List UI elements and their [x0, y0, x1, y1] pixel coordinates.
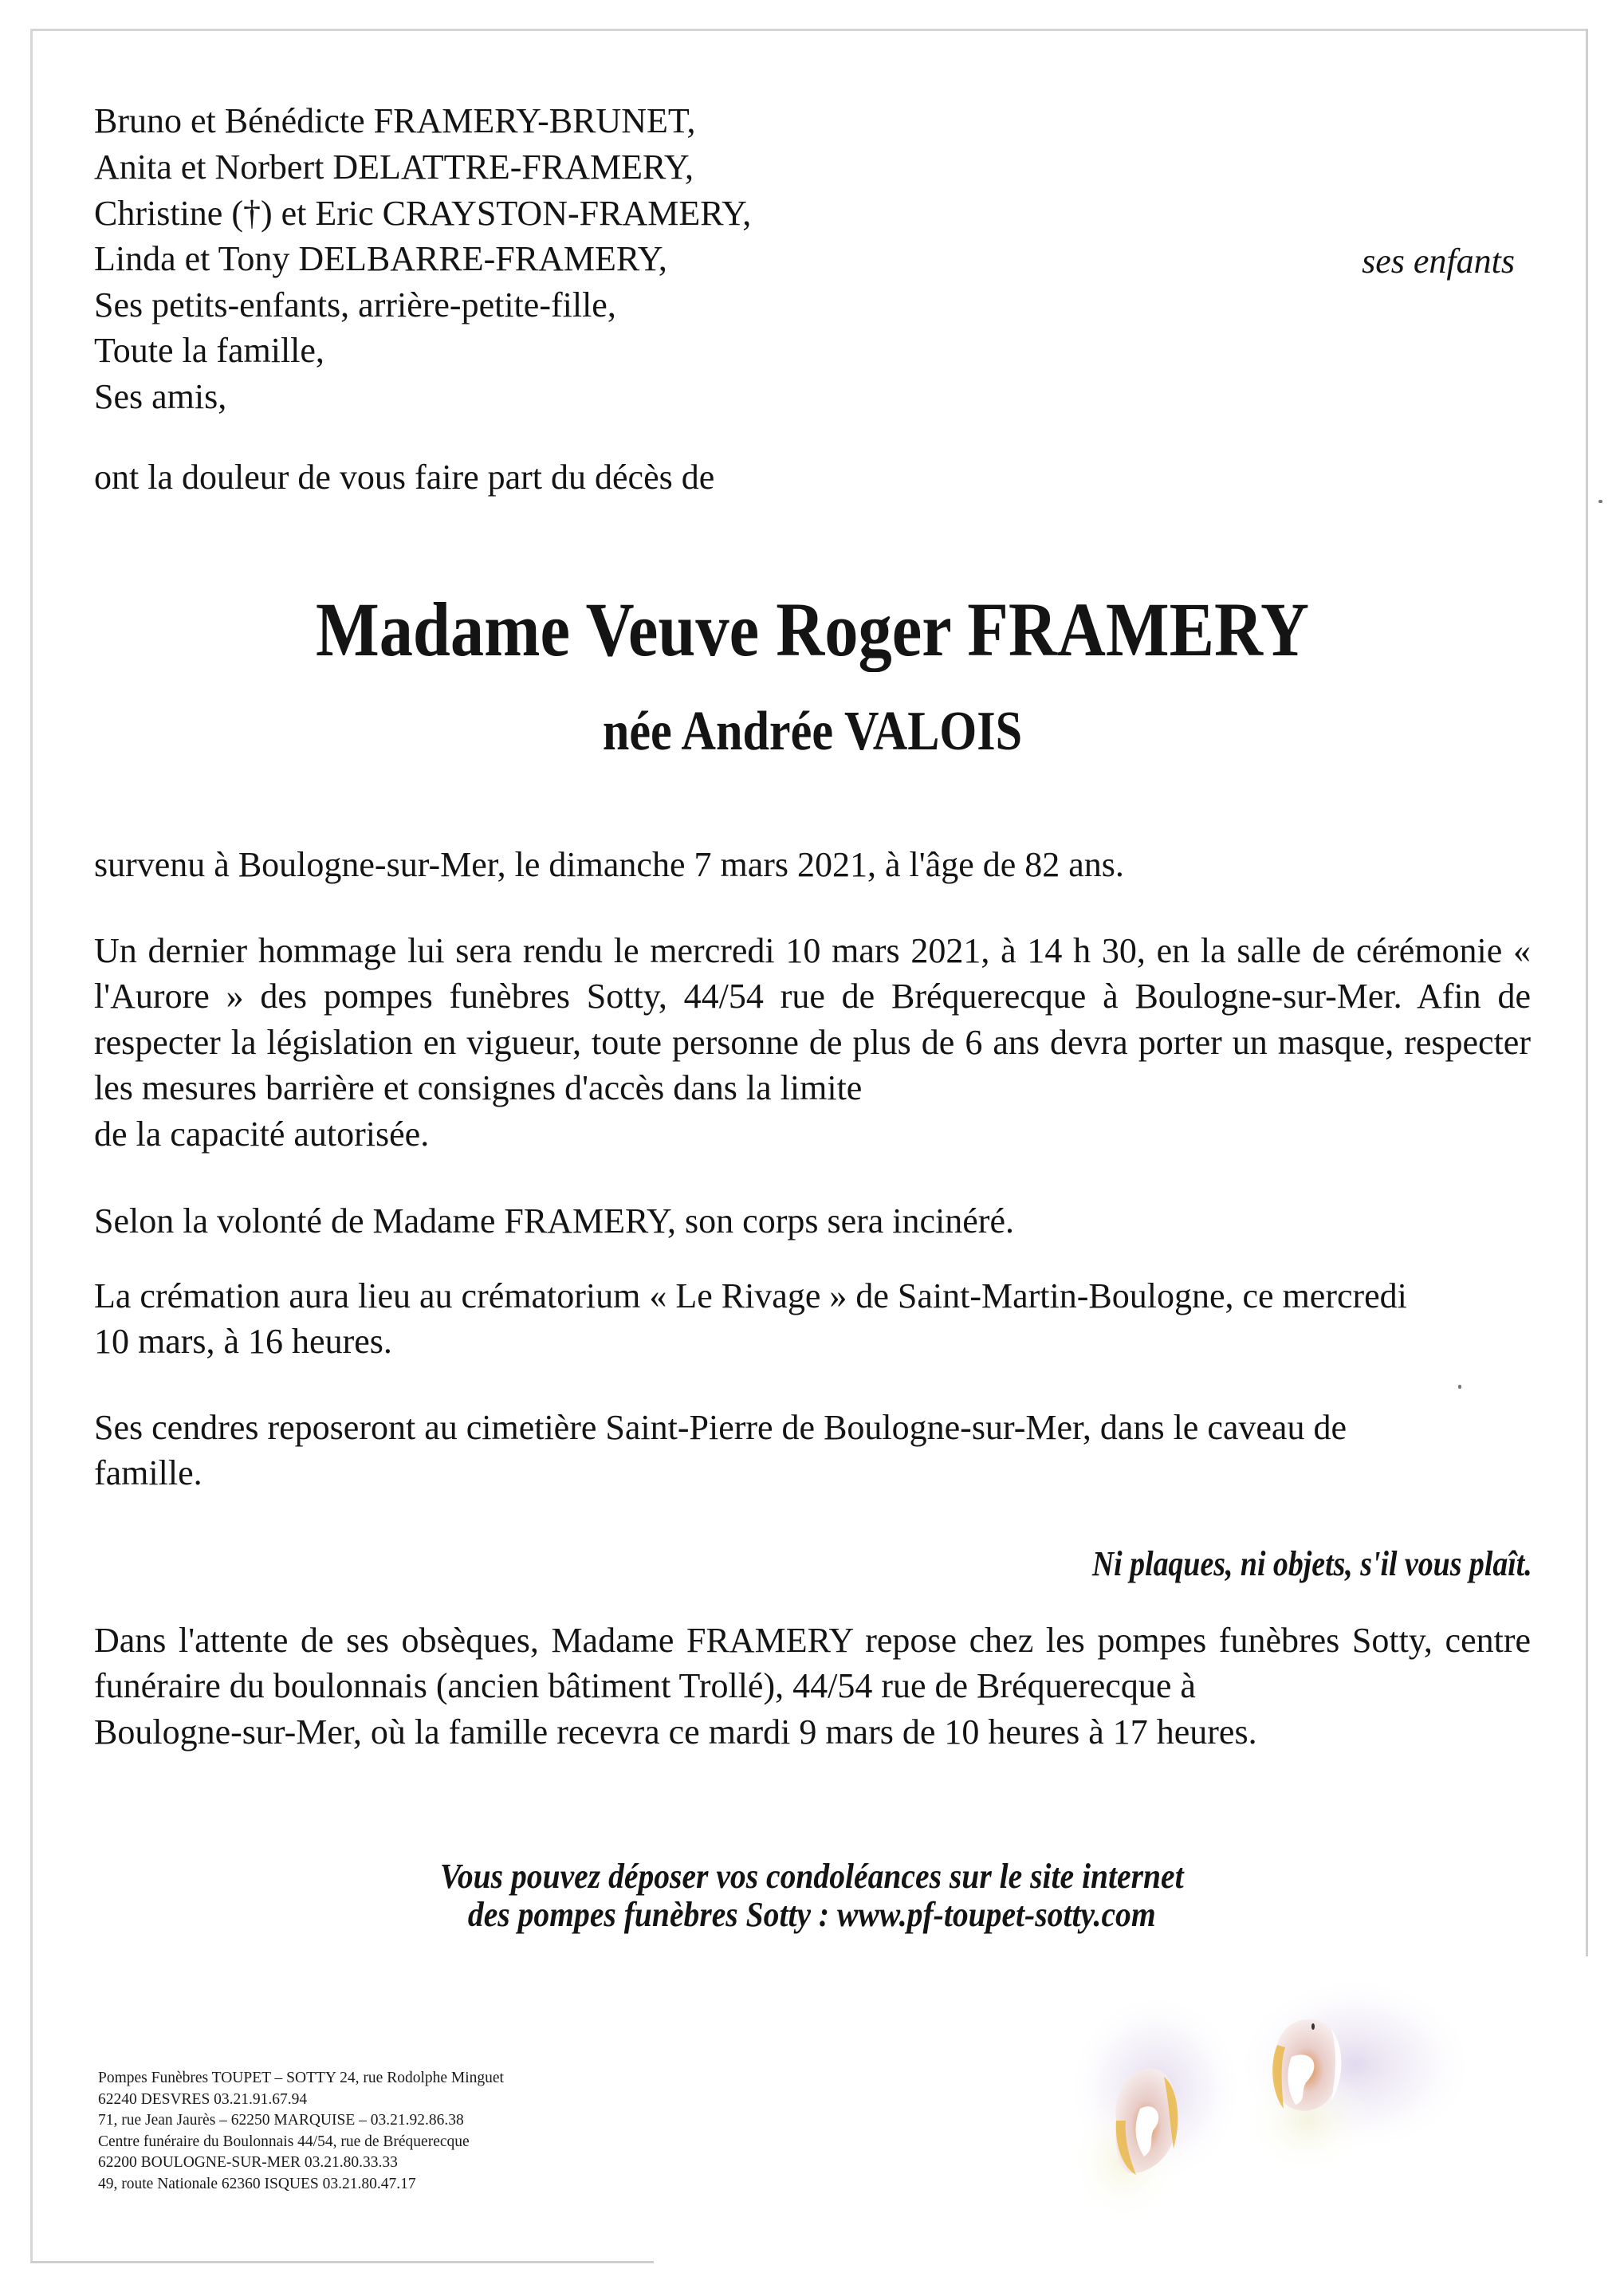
family-line: Bruno et Bénédicte FRAMERY-BRUNET, — [94, 101, 696, 140]
family-line: Christine (†) et Eric CRAYSTON-FRAMERY, — [94, 194, 752, 233]
footer-line: 49, route Nationale 62360 ISQUES 03.21.80.47.17 — [98, 2175, 416, 2192]
family-line: Anita et Norbert DELATTRE-FRAMERY, — [94, 147, 694, 187]
family-line: Linda et Tony DELBARRE-FRAMERY, — [94, 239, 667, 278]
orchid-flowers-icon — [1068, 1969, 1515, 2240]
scan-speck — [1598, 500, 1602, 503]
page-border-top — [30, 29, 1587, 31]
footer-line: 62240 DESVRES 03.21.91.67.94 — [98, 2090, 308, 2108]
deceased-name-text: Madame Veuve Roger FRAMERY — [315, 587, 1309, 672]
paragraph-cendres-body: Ses cendres reposeront au cimetière Saint-Pierre de Boulogne-sur-Mer, dans le caveau de — [94, 1408, 1347, 1447]
scan-speck — [1458, 1385, 1461, 1389]
condolences-line-1: Vous pouvez déposer vos condoléances sur le site internet — [440, 1857, 1184, 1896]
paragraph-hommage — [94, 928, 1531, 1157]
family-line: Ses amis, — [94, 377, 227, 416]
no-plaques-text: Ni plaques, ni objets, s'il vous plaît. — [1092, 1544, 1532, 1583]
page-border-bottom — [30, 2261, 654, 2263]
paragraph-cremation — [94, 1273, 1531, 1365]
page-border-right — [1586, 29, 1588, 1956]
announcement-intro: ont la douleur de vous faire part du décès de — [94, 458, 715, 497]
footer-line: 62200 BOULOGNE-SUR-MER 03.21.80.33.33 — [98, 2154, 398, 2172]
paragraph-hommage-body: Un dernier hommage lui sera rendu le mercredi 10 mars 2021, à 14 h 30, en la salle de cérémonie « l'Aurore » des pompes funèbres Sotty, 44/54 rue de Bréquerecque à Boulogne-sur-Mer. Afin de respecter la législation en vigueur, toute personne de plus de 6 ans devra porter un masque, respecter les mesures barrière et consignes d'accès dans la limite — [94, 931, 1531, 1108]
no-plaques-notice — [1020, 1543, 1532, 1584]
paragraph-attente-body: Dans l'attente de ses obsèques, Madame FRAMERY repose chez les pompes funèbres Sotty, centre funéraire du boulonnais (ancien bâtiment Trollé), 44/54 rue de Bréquerecque à — [94, 1621, 1531, 1706]
condolences-notice — [0, 1856, 1624, 1935]
footer-line: Centre funéraire du Boulonnais 44/54, rue de Bréquerecque — [98, 2133, 470, 2150]
family-line: Toute la famille, — [94, 331, 324, 370]
paragraph-cremation-body: La crémation aura lieu au crématorium « Le Rivage » de Saint-Martin-Boulogne, ce mercredi — [94, 1276, 1407, 1315]
footer-line: Pompes Funèbres TOUPET – SOTTY 24, rue Rodolphe Minguet — [98, 2070, 504, 2086]
paragraph-hommage-last: de la capacité autorisée. — [94, 1114, 430, 1154]
paragraph-volonte: Selon la volonté de Madame FRAMERY, son corps sera incinéré. — [94, 1201, 1014, 1240]
children-label: ses enfants — [1362, 242, 1515, 281]
funeral-home-footer — [98, 2068, 504, 2196]
paragraph-cendres — [94, 1405, 1531, 1496]
paragraph-cendres-last: famille. — [94, 1453, 203, 1493]
paragraph-attente — [94, 1618, 1531, 1755]
death-info: survenu à Boulogne-sur-Mer, le dimanche 7 mars 2021, à l'âge de 82 ans. — [94, 845, 1124, 884]
footer-line: 71, rue Jean Jaurès – 62250 MARQUISE – 03.21.92.86.38 — [98, 2112, 464, 2129]
family-line: Ses petits-enfants, arrière-petite-fille, — [94, 285, 616, 324]
deceased-name — [0, 585, 1624, 674]
deceased-maiden-name — [0, 700, 1624, 764]
maiden-name-text: née Andrée VALOIS — [602, 701, 1022, 762]
paragraph-cremation-last: 10 mars, à 16 heures. — [94, 1322, 392, 1362]
paragraph-attente-last: Boulogne-sur-Mer, où la famille recevra ce mardi 9 mars de 10 heures à 17 heures. — [94, 1712, 1257, 1751]
condolences-line-2[interactable]: des pompes funèbres Sotty : www.pf-toupet-sotty.com — [468, 1895, 1156, 1934]
